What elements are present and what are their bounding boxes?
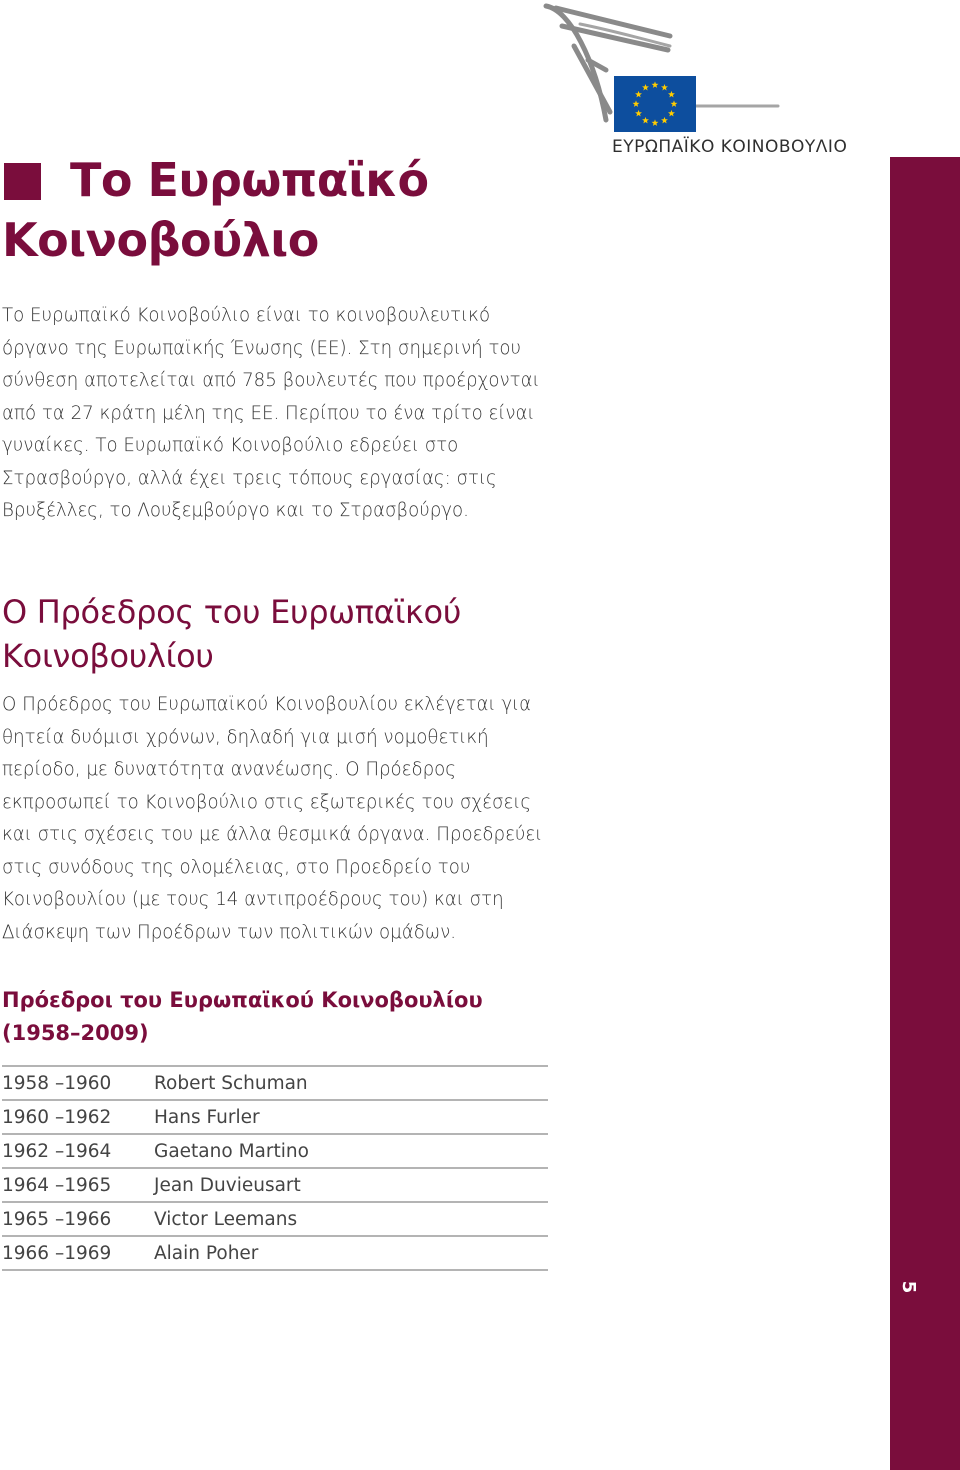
- president-name: Robert Schuman: [154, 1072, 308, 1094]
- table-row: [2, 1135, 548, 1169]
- presidents-list-title-line-1: Πρόεδροι του Ευρωπαϊκού Κοινοβουλίου: [2, 988, 483, 1012]
- logo-text: ΕΥΡΩΠΑΪΚΟ ΚΟΙΝΟΒΟΥΛΙΟ: [612, 137, 848, 157]
- president-years: 1966 –1969: [2, 1242, 112, 1264]
- page-title: [2, 150, 562, 270]
- table-row: [2, 1203, 548, 1237]
- president-paragraph: Ο Πρόεδρος του Ευρωπαϊκού Κοινοβουλίου εκλέγεται για θητεία δυόμισι χρόνων, δηλαδή για μισή νομοθετική περίοδο, με δυνατότητα ανανέωσης. Ο Πρόεδρος εκπροσωπεί το Κοινοβούλιο στις εξωτερικές του σχέσεις και στις σχέσεις του με άλλα θεσμικά όργανα. Προεδρεύει στις συνόδους της ολομέλειας, στο Προεδρείο του Κοινοβουλίου (με τους 14 αντιπροέδρους του) και στη Διάσκεψη των Προέδρων των πολιτικών ομάδων.: [2, 694, 543, 943]
- president-name: Alain Poher: [154, 1242, 259, 1264]
- side-color-band: [890, 157, 960, 1470]
- page-title-line-2: Κοινοβούλιο: [2, 213, 319, 267]
- european-parliament-logo: [540, 0, 848, 160]
- section-title-president: [2, 590, 562, 678]
- section-title-line-2: Κοινοβουλίου: [2, 637, 214, 675]
- page-title-line-1: Το Ευρωπαϊκό: [70, 153, 429, 207]
- table-row: [2, 1237, 548, 1271]
- section-title-line-1: Ο Πρόεδρος του Ευρωπαϊκού: [2, 593, 462, 631]
- president-years: 1965 –1966: [2, 1208, 112, 1230]
- table-row: [2, 1067, 548, 1101]
- president-years: 1964 –1965: [2, 1174, 112, 1196]
- page-number: 5: [898, 1280, 919, 1294]
- presidents-table: [2, 1065, 548, 1271]
- president-name: Hans Furler: [154, 1106, 260, 1128]
- parliament-emblem-icon: [540, 0, 830, 135]
- table-row: [2, 1101, 548, 1135]
- president-name: Gaetano Martino: [154, 1140, 309, 1162]
- president-name: Victor Leemans: [154, 1208, 298, 1230]
- intro-paragraph: Το Ευρωπαϊκό Κοινοβούλιο είναι το κοινοβουλευτικό όργανο της Ευρωπαϊκής Ένωσης (ΕΕ). Στη σημερινή του σύνθεση αποτελείται από 785 βουλευτές που προέρχονται από τα 27 κράτη μέλη της ΕΕ. Περίπου το ένα τρίτο είναι γυναίκες. Το Ευρωπαϊκό Κοινοβούλιο εδρεύει στο Στρασβούργο, αλλά έχει τρεις τόπους εργασίας: στις Βρυξέλλες, το Λουξεμβούργο και το Στρασβούργο.: [2, 305, 540, 521]
- president-years: 1962 –1964: [2, 1140, 112, 1162]
- presidents-list-title-line-2: (1958–2009): [2, 1021, 149, 1045]
- presidents-list-title: [2, 984, 562, 1050]
- president-years: 1960 –1962: [2, 1106, 112, 1128]
- president-name: Jean Duvieusart: [154, 1174, 301, 1196]
- table-row: [2, 1169, 548, 1203]
- president-years: 1958 –1960: [2, 1072, 112, 1094]
